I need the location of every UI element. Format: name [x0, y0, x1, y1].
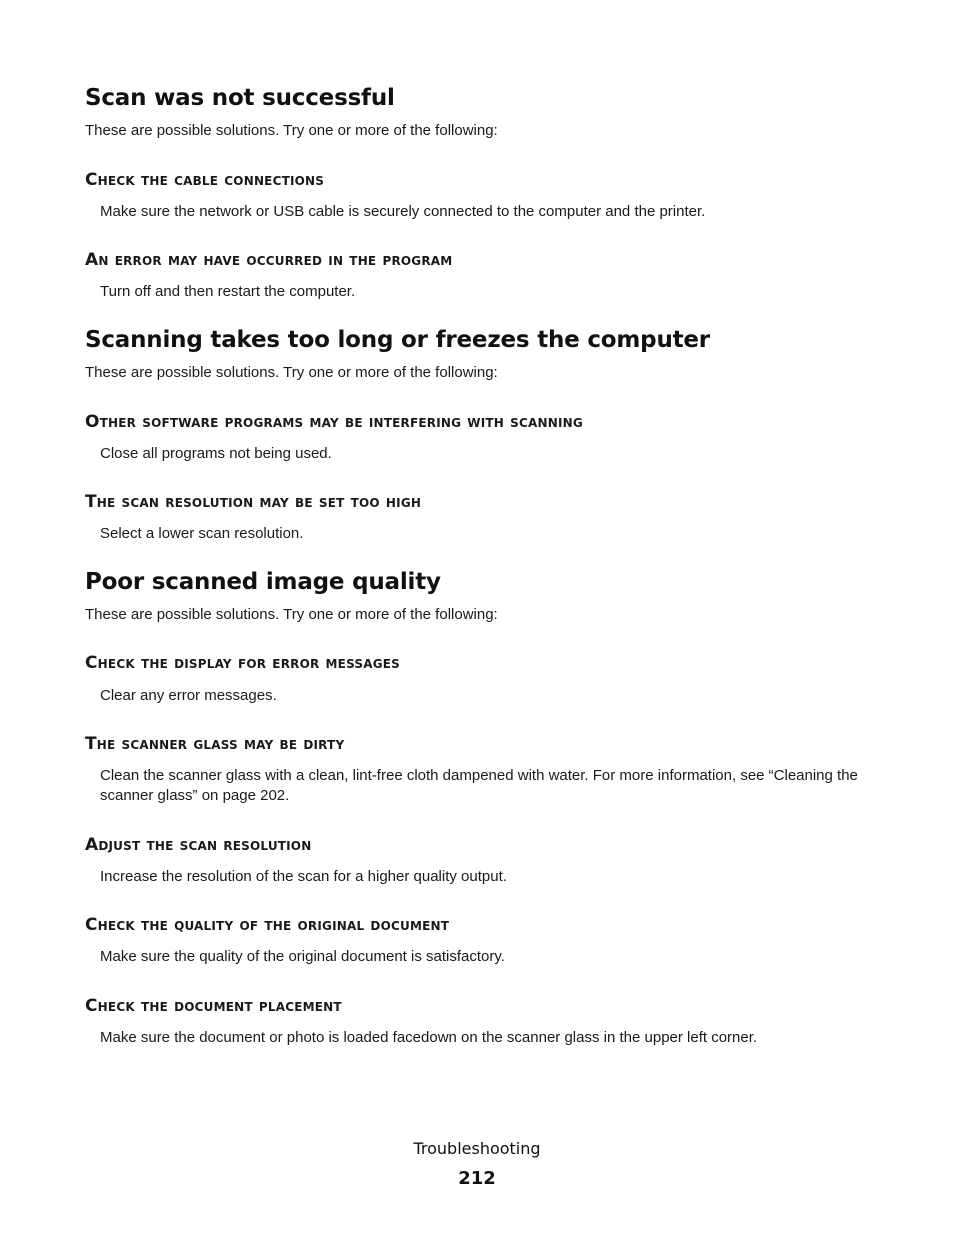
solution-heading: Adjust the scan resolution [85, 835, 312, 855]
solution-text: Make sure the network or USB cable is securely connected to the computer and the printer. [100, 203, 706, 220]
solution-heading: The scan resolution may be set too high [85, 492, 422, 512]
section-title: Scan was not successful [85, 85, 395, 111]
solution-text: Make sure the document or photo is loaded facedown on the scanner glass in the upper left corner. [100, 1029, 758, 1046]
solution-heading: Check the quality of the original document [85, 915, 450, 935]
footer-page-number: 212 [458, 1168, 496, 1189]
footer-chapter-label: Troubleshooting [413, 1139, 541, 1158]
solution-text: Clean the scanner glass with a clean, lint-free cloth dampened with water. For more information, see “Cleaning the scanner glass” on page 202. [100, 767, 858, 804]
solution-heading: The scanner glass may be dirty [85, 734, 345, 754]
section-title: Poor scanned image quality [85, 569, 441, 595]
solution-heading: Check the cable connections [85, 170, 325, 190]
solution-text: Increase the resolution of the scan for a higher quality output. [100, 868, 507, 885]
section-title: Scanning takes too long or freezes the computer [85, 327, 710, 353]
solution-heading: An error may have occurred in the program [85, 250, 453, 270]
solution-heading: Other software programs may be interfering with scanning [85, 412, 583, 432]
solution-text: Select a lower scan resolution. [100, 525, 304, 542]
solution-text: Turn off and then restart the computer. [100, 283, 356, 300]
solution-text: Clear any error messages. [100, 687, 277, 704]
section-intro: These are possible solutions. Try one or more of the following: [85, 606, 498, 623]
section-intro: These are possible solutions. Try one or more of the following: [85, 364, 498, 381]
section-intro: These are possible solutions. Try one or more of the following: [85, 122, 498, 139]
solution-text: Close all programs not being used. [100, 445, 332, 462]
solution-heading: Check the document placement [85, 996, 342, 1016]
solution-heading: Check the display for error messages [85, 653, 400, 673]
solution-text: Make sure the quality of the original document is satisfactory. [100, 948, 505, 965]
